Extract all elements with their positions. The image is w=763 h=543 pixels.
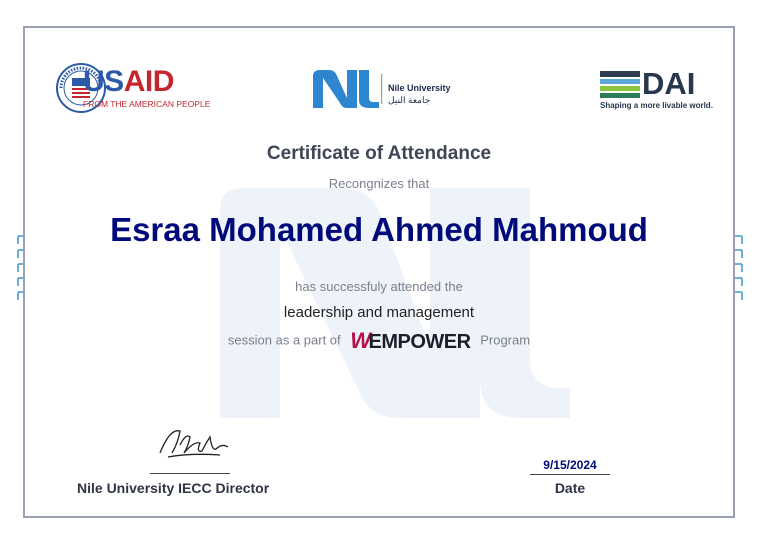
director-signature <box>150 423 235 468</box>
nile-university-logo-icon <box>313 70 383 108</box>
date-value: 9/15/2024 <box>543 458 597 472</box>
director-label: Nile University IECC Director <box>77 480 270 496</box>
dai-bars-icon <box>600 71 640 98</box>
date-line <box>530 474 610 475</box>
signature-line <box>150 473 230 474</box>
dai-tagline: Shaping a more livable world. <box>600 101 713 110</box>
program-line <box>25 328 733 354</box>
usaid-wordmark: USAID <box>83 65 174 98</box>
date-label: Date <box>554 480 586 496</box>
attended-text: has successfuly attended the <box>295 279 463 294</box>
nu-name-english: Nile University <box>388 83 451 93</box>
usaid-tagline: FROM THE AMERICAN PEOPLE <box>83 99 211 109</box>
program-prefix: session as a part of <box>227 332 341 348</box>
program-suffix: Program <box>480 332 531 348</box>
wempower-logo: WEMPOWER <box>350 328 471 353</box>
certificate-frame <box>23 26 735 518</box>
nu-name-arabic: جامعة النيل <box>388 95 431 105</box>
dai-wordmark: DAI <box>642 66 696 101</box>
certificate-title: Certificate of Attendance <box>266 143 492 164</box>
recognizes-text: Recongnizes that <box>328 176 430 191</box>
recipient-name: Esraa Mohamed Ahmed Mahmoud <box>110 211 648 248</box>
session-name: leadership and management <box>283 304 475 321</box>
